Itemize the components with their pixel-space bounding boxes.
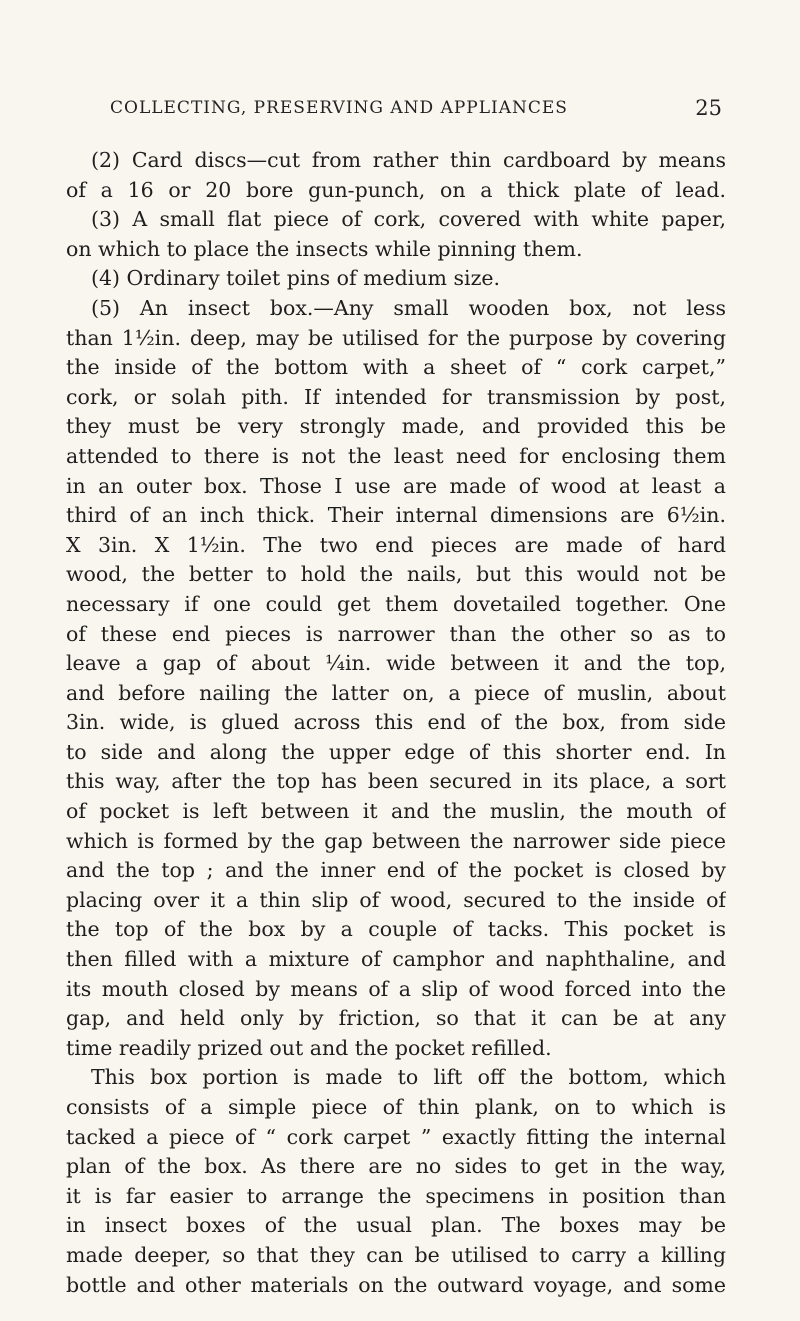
text-line: the inside of the bottom with a sheet of “ cork carpet,” — [66, 355, 726, 380]
text-line: than 1½in. deep, may be utilised for the purpose by covering — [66, 325, 726, 350]
text-line: it is far easier to arrange the specimens in position than — [66, 1183, 726, 1208]
text-line: (4) Ordinary toilet pins of medium size. — [91, 266, 501, 291]
text-line: necessary if one could get them dovetailed together. One — [66, 591, 726, 616]
text-line: 3in. wide, is glued across this end of the box, from side — [66, 710, 726, 735]
running-title: COLLECTING, PRESERVING AND APPLIANCES — [110, 98, 568, 118]
text-line: X 3in. X 1½in. The two end pieces are made of hard — [66, 532, 726, 557]
text-line: placing over it a thin slip of wood, secured to the inside of — [66, 887, 726, 912]
text-line: in an outer box. Those I use are made of wood at least a — [66, 473, 726, 498]
text-line: tacked a piece of “ cork carpet ” exactly fitting the internal — [66, 1124, 726, 1149]
text-line: and the top ; and the inner end of the pocket is closed by — [66, 858, 726, 883]
text-line: (2) Card discs—cut from rather thin cardboard by means — [91, 148, 726, 172]
text-line: third of an inch thick. Their internal dimensions are 6½in. — [66, 503, 726, 528]
text-line: its mouth closed by means of a slip of wood forced into the — [66, 976, 726, 1001]
text-line: the top of the box by a couple of tacks. This pocket is — [66, 917, 726, 942]
text-line: (5) An insect box.—Any small wooden box, not less — [91, 295, 726, 320]
page-number: 25 — [695, 96, 722, 120]
text-line: plan of the box. As there are no sides to get in the way, — [66, 1154, 726, 1179]
text-line: they must be very strongly made, and provided this be — [66, 414, 726, 439]
text-line: This box portion is made to lift off the bottom, which — [91, 1065, 726, 1090]
text-line: of these end pieces is narrower than the other so as to — [66, 621, 726, 646]
text-line: leave a gap of about ¼in. wide between it and the top, — [66, 651, 726, 676]
text-line: in insect boxes of the usual plan. The boxes may be — [66, 1213, 726, 1238]
text-line: bottle and other materials on the outward voyage, and some — [66, 1272, 726, 1297]
text-line: and before nailing the latter on, a piece of muslin, about — [66, 680, 726, 705]
text-line: cork, or solah pith. If intended for transmission by post, — [66, 384, 726, 409]
text-line: on which to place the insects while pinning them. — [66, 236, 583, 261]
text-line: this way, after the top has been secured in its place, a sort — [66, 769, 726, 794]
text-line: then filled with a mixture of camphor and naphthaline, and — [66, 947, 726, 972]
body-text — [66, 146, 726, 1300]
text-line: of a 16 or 20 bore gun-punch, on a thick plate of lead. — [66, 177, 726, 202]
running-head — [110, 98, 722, 126]
text-line: (3) A small flat piece of cork, covered with white paper, — [91, 207, 726, 232]
text-line: consists of a simple piece of thin plank, on to which is — [66, 1095, 726, 1119]
text-line: attended to there is not the least need for enclosing them — [66, 443, 726, 468]
text-line: of pocket is left between it and the muslin, the mouth of — [66, 799, 726, 824]
text-line: which is formed by the gap between the narrower side piece — [66, 828, 726, 853]
text-line: made deeper, so that they can be utilised to carry a killing — [66, 1242, 726, 1267]
text-line: wood, the better to hold the nails, but this would not be — [66, 562, 726, 587]
text-line: gap, and held only by friction, so that it can be at any — [66, 1006, 726, 1031]
text-line: time readily prized out and the pocket refilled. — [66, 1035, 552, 1060]
text-line: to side and along the upper edge of this shorter end. In — [66, 739, 726, 764]
